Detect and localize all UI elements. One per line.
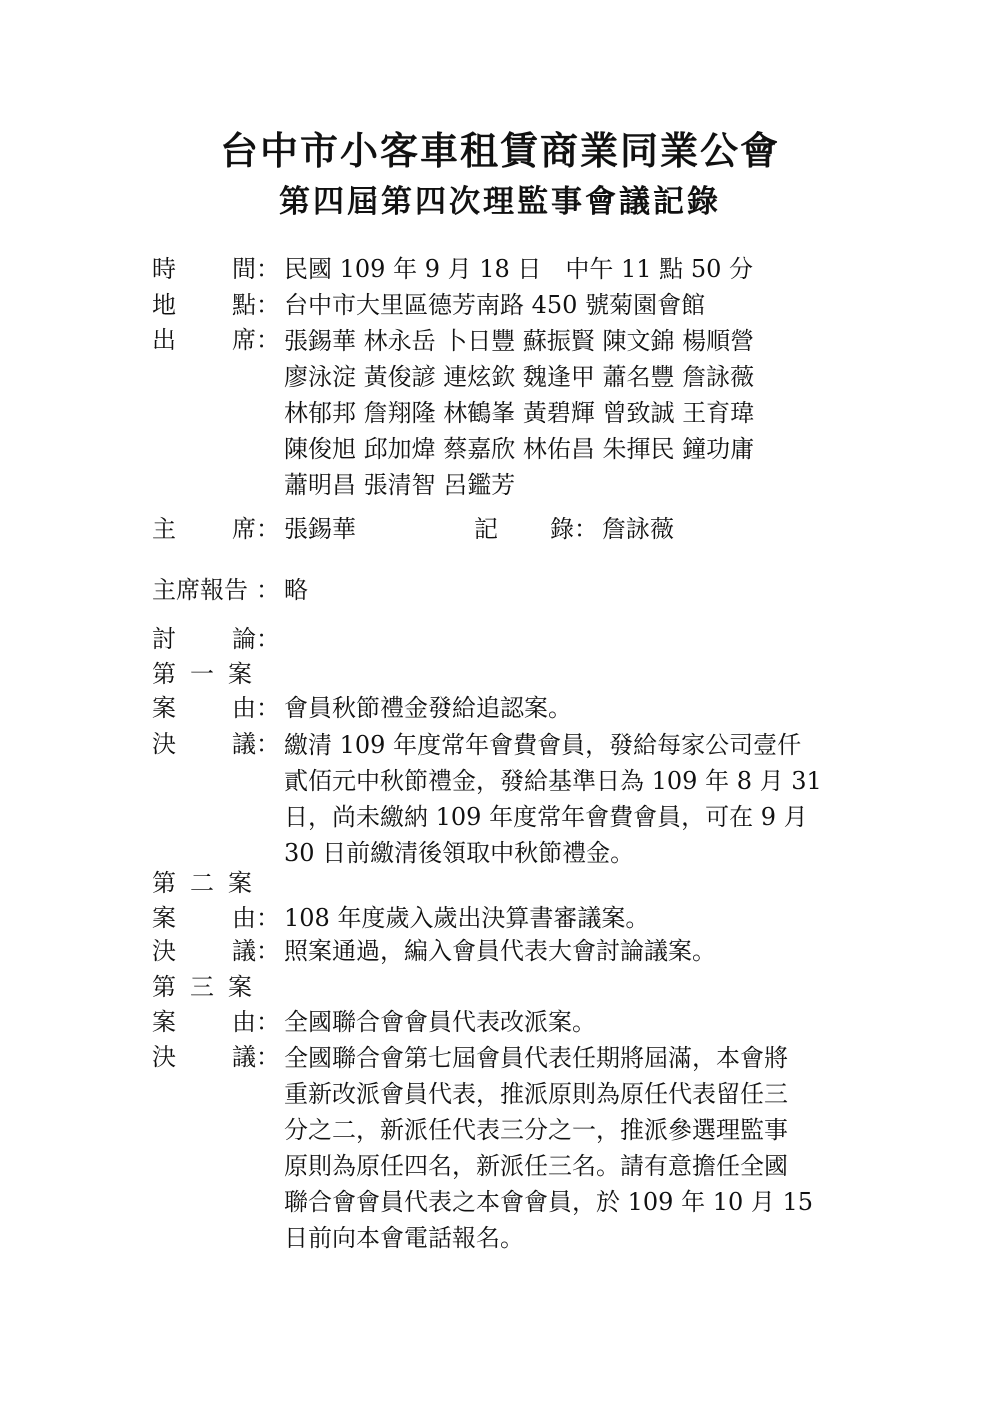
meeting-title: 第四屆第四次理監事會議記錄	[279, 184, 721, 220]
chair-value: 張錫華	[284, 515, 356, 543]
place-value: 台中市大里區德芳南路 450 號菊園會館	[284, 291, 706, 319]
time-value: 民國 109 年 9 月 18 日 中午 11 點 50 分	[284, 255, 753, 283]
time-label-1: 時	[152, 255, 176, 283]
resolution-line: 聯合會會員代表之本會會員，於 109 年 10 月 15	[284, 1188, 814, 1216]
discuss-label-1: 討	[152, 625, 176, 653]
recorder-label-1: 記	[474, 515, 498, 543]
resolution-line: 分之二，新派任代表三分之一，推派參選理監事	[284, 1116, 788, 1144]
attendees-line: 陳俊旭 邱加煒 蔡嘉欣 林佑昌 朱揮民 鐘功庸	[284, 435, 755, 463]
resolution-line: 重新改派會員代表，推派原則為原任代表留任三	[284, 1080, 788, 1108]
attendees-line: 張錫華 林永岳 卜日豐 蘇振賢 陳文錦 楊順營	[284, 327, 755, 355]
reason-label-1: 案	[152, 694, 176, 722]
report-label: 主席報告	[152, 576, 248, 604]
resolution-text	[284, 727, 822, 871]
resolve-label-2: 議	[232, 730, 256, 758]
colon: ：	[256, 326, 280, 354]
resolution-line: 日前向本會電話報名。	[284, 1224, 524, 1252]
reason-label-2: 由	[232, 904, 256, 932]
resolution-line: 繳清 109 年度常年會費會員，發給每家公司壹仟	[284, 731, 802, 759]
chair-label-2: 席	[232, 515, 256, 543]
resolution-line: 貳佰元中秋節禮金，發給基準日為 109 年 8 月 31	[284, 767, 822, 795]
colon: ：	[256, 291, 280, 319]
colon: ：	[256, 694, 280, 722]
resolution-line: 照案通過，編入會員代表大會討論議案。	[284, 937, 716, 965]
resolve-label-1: 決	[152, 937, 176, 965]
colon: ：	[256, 1043, 280, 1071]
place-label-1: 地	[152, 291, 176, 319]
resolution-line: 原則為原任四名，新派任三名。請有意擔任全國	[284, 1152, 788, 1180]
recorder-value: 詹詠薇	[602, 515, 674, 543]
chair-label-1: 主	[152, 515, 176, 543]
attend-label-2: 席	[232, 326, 256, 354]
attendees-list	[284, 323, 754, 503]
reason-label-1: 案	[152, 904, 176, 932]
resolution-text	[284, 934, 716, 968]
organization-title: 台中市小客車租賃商業同業公會	[219, 128, 780, 173]
reason-label-2: 由	[232, 694, 256, 722]
colon: ：	[574, 515, 598, 543]
report-value: 略	[284, 576, 308, 604]
resolve-label-2: 議	[232, 1043, 256, 1071]
recorder-label-2: 錄	[550, 515, 574, 543]
reason-value: 108 年度歲入歲出決算書審議案。	[284, 904, 650, 932]
colon: ：	[256, 904, 280, 932]
resolve-label-1: 決	[152, 730, 176, 758]
resolution-line: 日，尚未繳納 109 年度常年會費會員，可在 9 月	[284, 803, 808, 831]
reason-value: 會員秋節禮金發給追認案。	[284, 694, 572, 722]
colon: ：	[256, 1008, 280, 1036]
attendees-line: 林郁邦 詹翔隆 林鶴峯 黃碧輝 曾致誠 王育瑋	[284, 399, 755, 427]
colon: ：	[256, 937, 280, 965]
colon: ：	[256, 576, 280, 604]
resolution-text	[284, 1040, 813, 1256]
case-title: 第二案	[152, 869, 266, 897]
discuss-label-2: 論	[232, 625, 256, 653]
colon: ：	[256, 515, 280, 543]
attend-label-1: 出	[152, 326, 176, 354]
attendees-line: 蕭明昌 張清智 呂鑑芳	[284, 471, 516, 499]
place-label-2: 點	[232, 291, 256, 319]
case-title: 第三案	[152, 973, 266, 1001]
case-title: 第一案	[152, 660, 266, 688]
reason-label-1: 案	[152, 1008, 176, 1036]
resolve-label-2: 議	[232, 937, 256, 965]
resolution-line: 30 日前繳清後領取中秋節禮金。	[284, 839, 635, 867]
resolution-line: 全國聯合會第七屆會員代表任期將屆滿，本會將	[284, 1044, 788, 1072]
time-label-2: 間	[232, 255, 256, 283]
colon: ：	[256, 255, 280, 283]
reason-value: 全國聯合會會員代表改派案。	[284, 1008, 596, 1036]
resolve-label-1: 決	[152, 1043, 176, 1071]
colon: ：	[256, 730, 280, 758]
reason-label-2: 由	[232, 1008, 256, 1036]
colon: ：	[256, 625, 280, 653]
attendees-line: 廖泳淀 黃俊諺 連炫欽 魏逢甲 蕭名豐 詹詠薇	[284, 363, 755, 391]
